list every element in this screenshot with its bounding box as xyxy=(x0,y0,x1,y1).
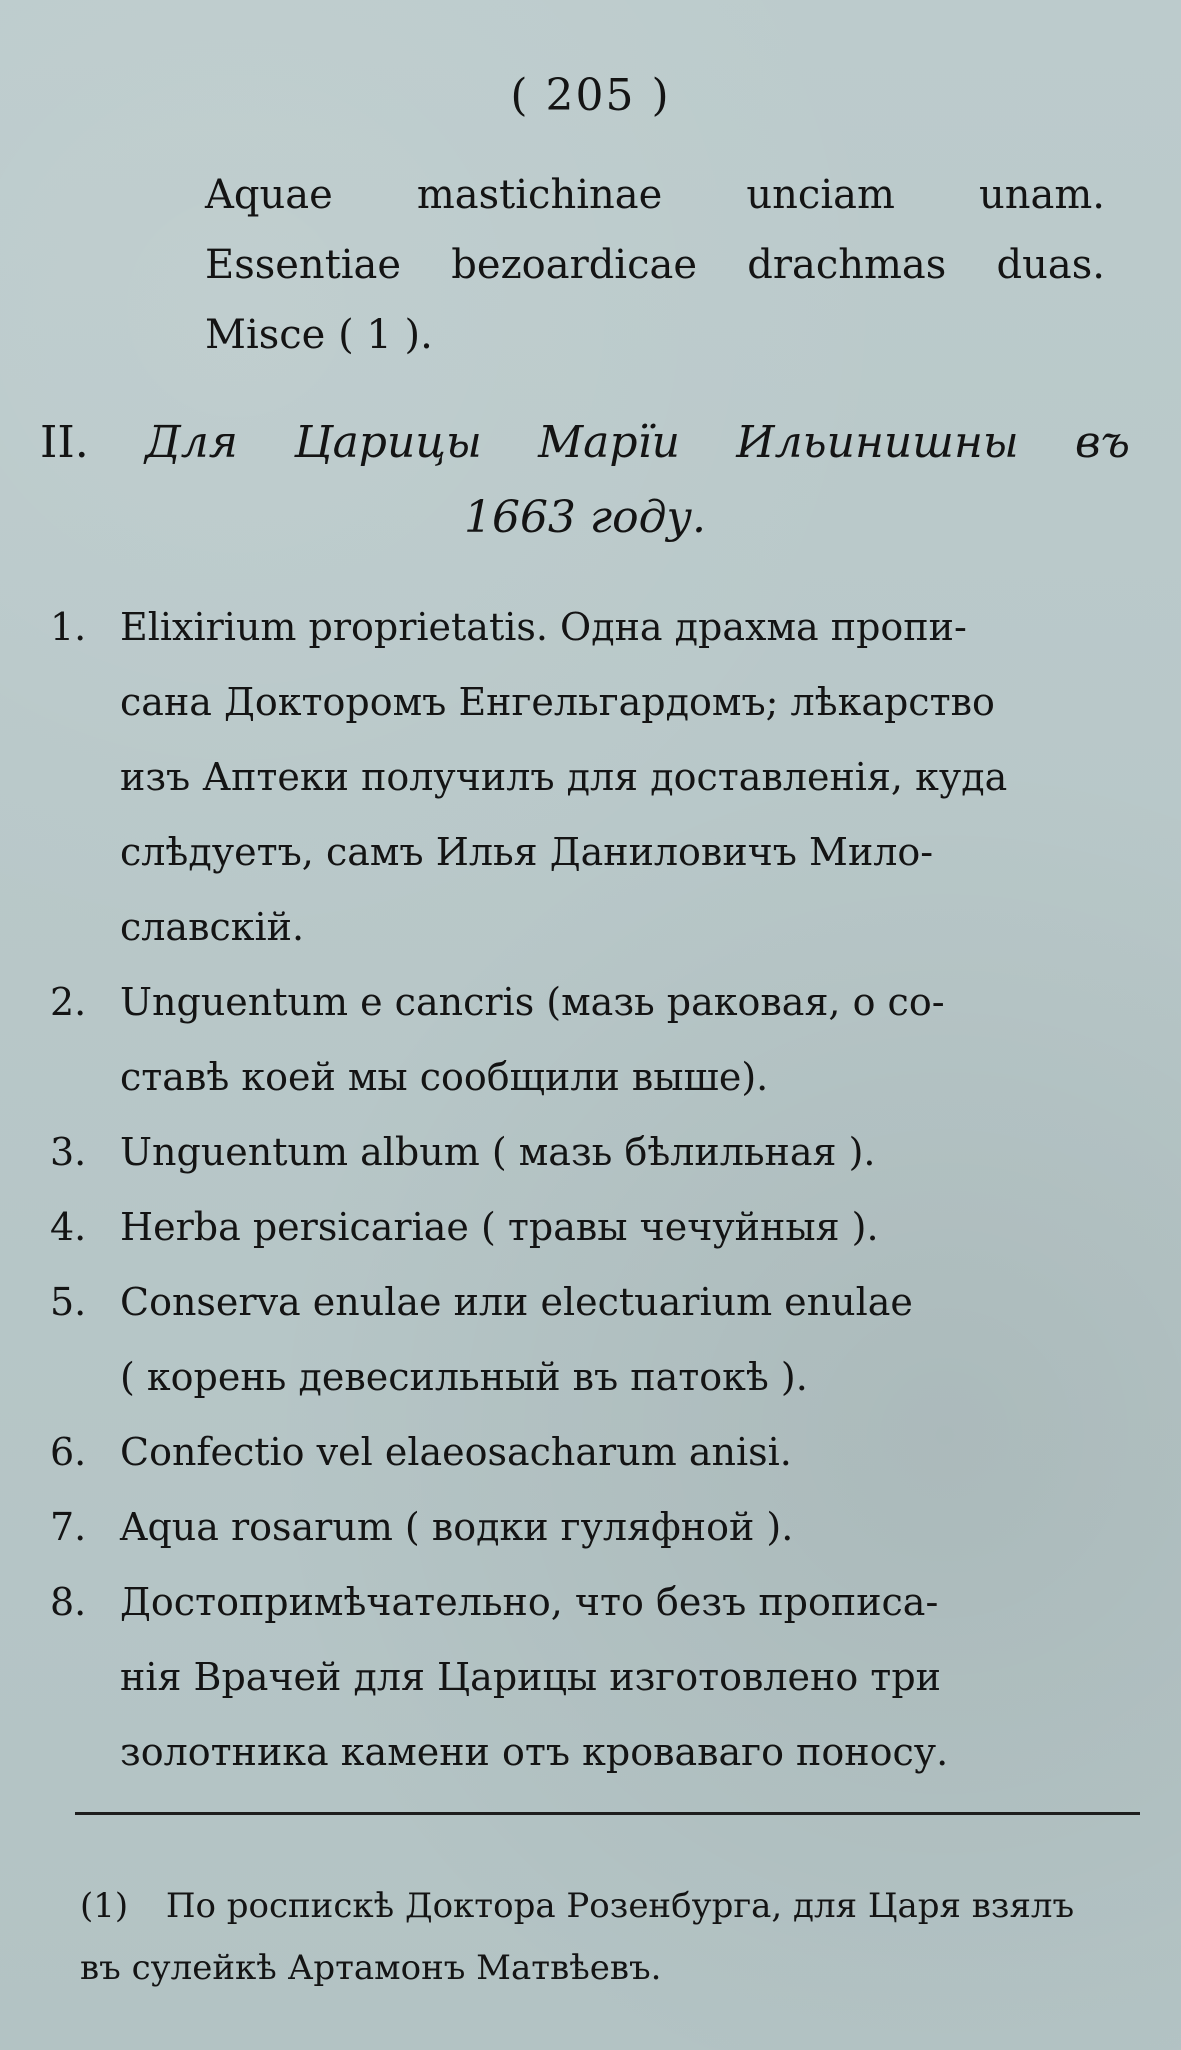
section-title-word: въ xyxy=(1075,417,1130,468)
prescription-line-1 xyxy=(205,160,1105,230)
item-body xyxy=(120,590,1140,965)
item-line: ( корень девесильный въ патокѣ ). xyxy=(120,1355,808,1399)
item-number: 5. xyxy=(50,1280,87,1324)
item-line: ставѣ коей мы сообщили выше). xyxy=(120,1055,769,1099)
item-number: 7. xyxy=(50,1505,87,1549)
item-number: 3. xyxy=(50,1130,87,1174)
section-title-word: Ильинишны xyxy=(736,417,1019,468)
item-body xyxy=(120,1265,1140,1415)
section-heading-row xyxy=(40,405,1130,480)
item-line: Elixirium proprietatis. Одна драхма пропи- xyxy=(120,605,967,649)
section-title-word: Царицы xyxy=(294,417,482,468)
item-number: 2. xyxy=(50,980,87,1024)
word: Essentiae xyxy=(205,242,402,288)
word: unam. xyxy=(978,172,1105,218)
item-line: изъ Аптеки получилъ для доставленія, куда xyxy=(120,755,1008,799)
item-line: Достопримѣчательно, что безъ прописа- xyxy=(120,1580,939,1624)
item-body xyxy=(120,1565,1140,1790)
item-line: сана Докторомъ Енгельгардомъ; лѣкарство xyxy=(120,680,995,724)
page-number: ( 205 ) xyxy=(510,70,671,121)
list-item xyxy=(50,1115,1140,1190)
word: Aquae xyxy=(205,172,333,218)
footnote-divider xyxy=(75,1812,1140,1815)
list-item xyxy=(50,1265,1140,1415)
prescription-block xyxy=(205,160,1105,370)
item-list xyxy=(50,590,1140,1790)
item-body xyxy=(120,965,1140,1115)
item-line: Aqua rosarum ( водки гуляфной ). xyxy=(120,1505,794,1549)
word: drachmas xyxy=(747,242,947,288)
section-title-word: Марїи xyxy=(538,417,680,468)
item-line: нія Врачей для Царицы изготовлено три xyxy=(120,1655,941,1699)
prescription-line-2 xyxy=(205,230,1105,300)
word: mastichinae xyxy=(416,172,663,218)
word: unciam xyxy=(746,172,895,218)
item-number: 6. xyxy=(50,1430,87,1474)
footnote-text: въ сулейкѣ Артамонъ Матвѣевъ. xyxy=(80,1948,662,1988)
item-number: 1. xyxy=(50,605,87,649)
item-body xyxy=(120,1490,1140,1565)
section-heading xyxy=(40,405,1130,555)
item-line: Unguentum album ( мазь бѣлильная ). xyxy=(120,1130,876,1174)
item-line: слѣдуетъ, самъ Илья Даниловичъ Мило- xyxy=(120,830,934,874)
item-line: Confectio vel elaeosacharum anisi. xyxy=(120,1430,792,1474)
item-line: славскій. xyxy=(120,905,305,949)
item-number: 4. xyxy=(50,1205,87,1249)
footnote-line-2 xyxy=(80,1937,1135,1999)
footnote-mark: (1) xyxy=(80,1886,129,1926)
section-year: 1663 году. xyxy=(463,492,707,543)
item-body xyxy=(120,1115,1140,1190)
list-item xyxy=(50,1565,1140,1790)
item-number: 8. xyxy=(50,1580,87,1624)
list-item xyxy=(50,965,1140,1115)
prescription-line-3 xyxy=(205,300,1105,370)
list-item xyxy=(50,1190,1140,1265)
footnote xyxy=(80,1875,1135,1999)
item-line: Unguentum e cancris (мазь раковая, о со- xyxy=(120,980,945,1024)
footnote-line-1 xyxy=(80,1875,1135,1937)
item-line: золотника камени отъ кроваваго поносу. xyxy=(120,1730,949,1774)
word: duas. xyxy=(996,242,1105,288)
word: bezoardicae xyxy=(451,242,698,288)
item-body xyxy=(120,1415,1140,1490)
misce-text: Misce ( 1 ). xyxy=(205,312,433,358)
item-line: Herba persicariae ( травы чечуйныя ). xyxy=(120,1205,879,1249)
item-body xyxy=(120,1190,1140,1265)
section-title-word: Для xyxy=(145,417,238,468)
list-item xyxy=(50,1490,1140,1565)
section-number: II. xyxy=(40,417,89,468)
list-item xyxy=(50,1415,1140,1490)
list-item xyxy=(50,590,1140,965)
footnote-text: По роспискѣ Доктора Розенбурга, для Царя взялъ xyxy=(165,1886,1075,1926)
item-line: Conserva enulae или electuarium enulae xyxy=(120,1280,913,1324)
